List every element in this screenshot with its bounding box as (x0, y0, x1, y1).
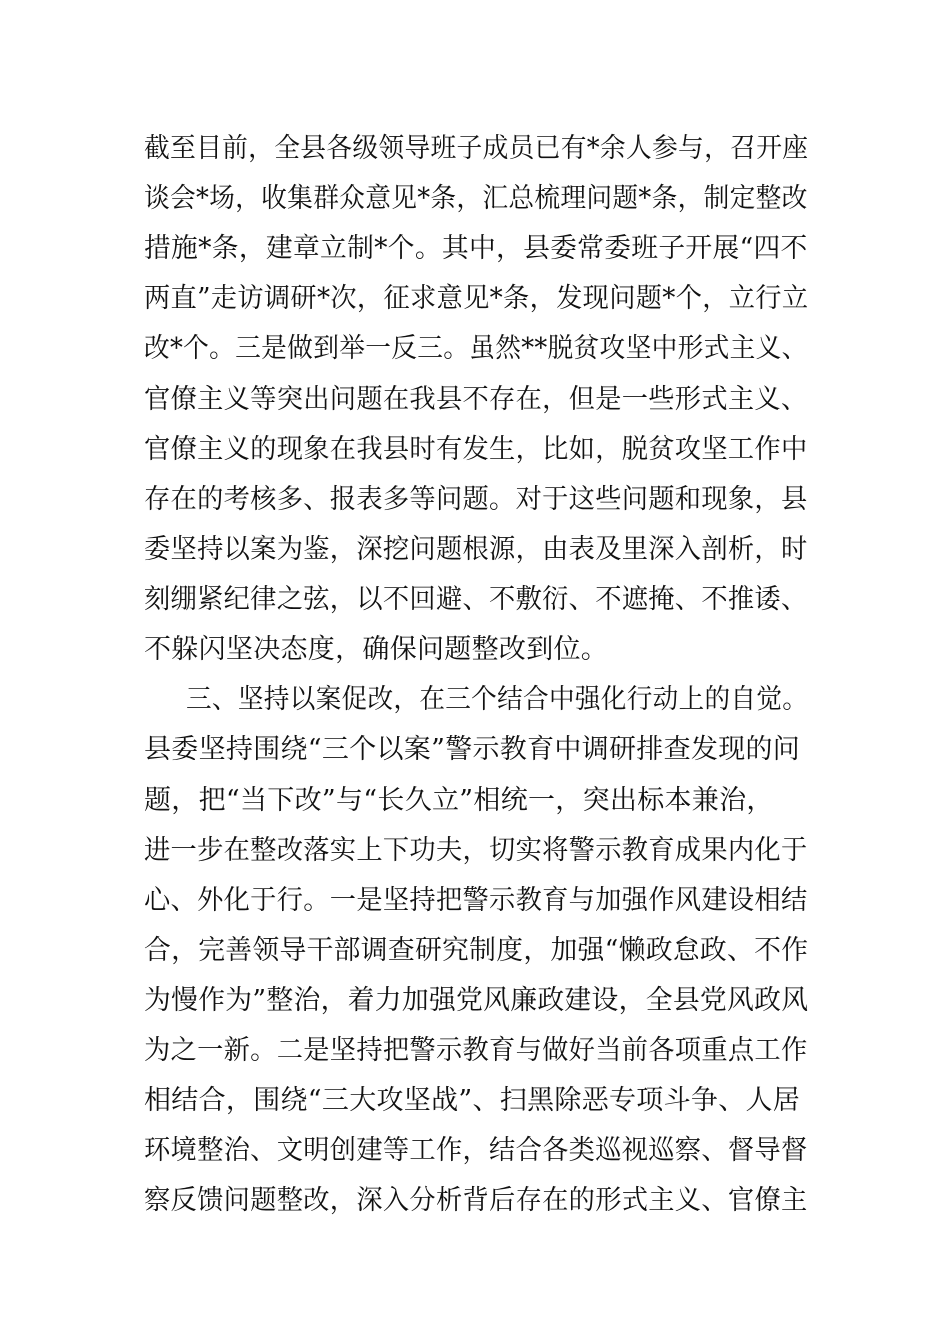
text-line: 题，把“当下改”与“长久立”相统一，突出标本兼治， (144, 785, 774, 816)
text-line: 存在的考核多、报表多等问题。对于这些问题和现象，县 (144, 484, 808, 515)
text-line: 刻绷紧纪律之弦，以不回避、不敷衍、不遮掩、不推诿、 (144, 584, 808, 615)
text-line: 察反馈问题整改，深入分析背后存在的形式主义、官僚主 (144, 1185, 808, 1216)
text-line: 截至目前，全县各级领导班子成员已有*余人参与，召开座 (144, 133, 809, 164)
text-line: 为慢作为”整治，着力加强党风廉政建设，全县党风政风 (144, 985, 809, 1016)
text-line: 为之一新。二是坚持把警示教育与做好当前各项重点工作 (144, 1035, 808, 1066)
text-line: 进一步在整改落实上下功夫，切实将警示教育成果内化于 (144, 835, 808, 866)
text-line: 环境整治、文明创建等工作，结合各类巡视巡察、督导督 (144, 1135, 808, 1166)
text-line: 委坚持以案为鉴，深挖问题根源，由表及里深入剖析，时 (144, 534, 808, 565)
text-line: 官僚主义等突出问题在我县不存在，但是一些形式主义、 (144, 384, 808, 415)
text-line: 谈会*场，收集群众意见*条，汇总梳理问题*条，制定整改 (144, 183, 808, 214)
text-line: 措施*条，建章立制*个。其中，县委常委班子开展“四不 (144, 233, 808, 264)
section-heading-line: 三、坚持以案促改，在三个结合中强化行动上的自觉。 (186, 684, 809, 715)
text-line: 官僚主义的现象在我县时有发生，比如，脱贫攻坚工作中 (144, 434, 808, 465)
text-line: 不躲闪坚决态度，确保问题整改到位。 (144, 634, 609, 665)
text-line: 心、外化于行。一是坚持把警示教育与加强作风建设相结 (144, 885, 808, 916)
text-line: 县委坚持围绕“三个以案”警示教育中调研排查发现的问 (144, 734, 801, 765)
text-line: 两直”走访调研*次，征求意见*条，发现问题*个，立行立 (144, 283, 809, 314)
text-line: 改*个。三是做到举一反三。虽然**脱贫攻坚中形式主义、 (144, 333, 808, 364)
text-line: 合，完善领导干部调查研究制度，加强“懒政怠政、不作 (144, 935, 809, 966)
text-line: 相结合，围绕“三大攻坚战”、扫黑除恶专项斗争、人居 (144, 1085, 801, 1116)
